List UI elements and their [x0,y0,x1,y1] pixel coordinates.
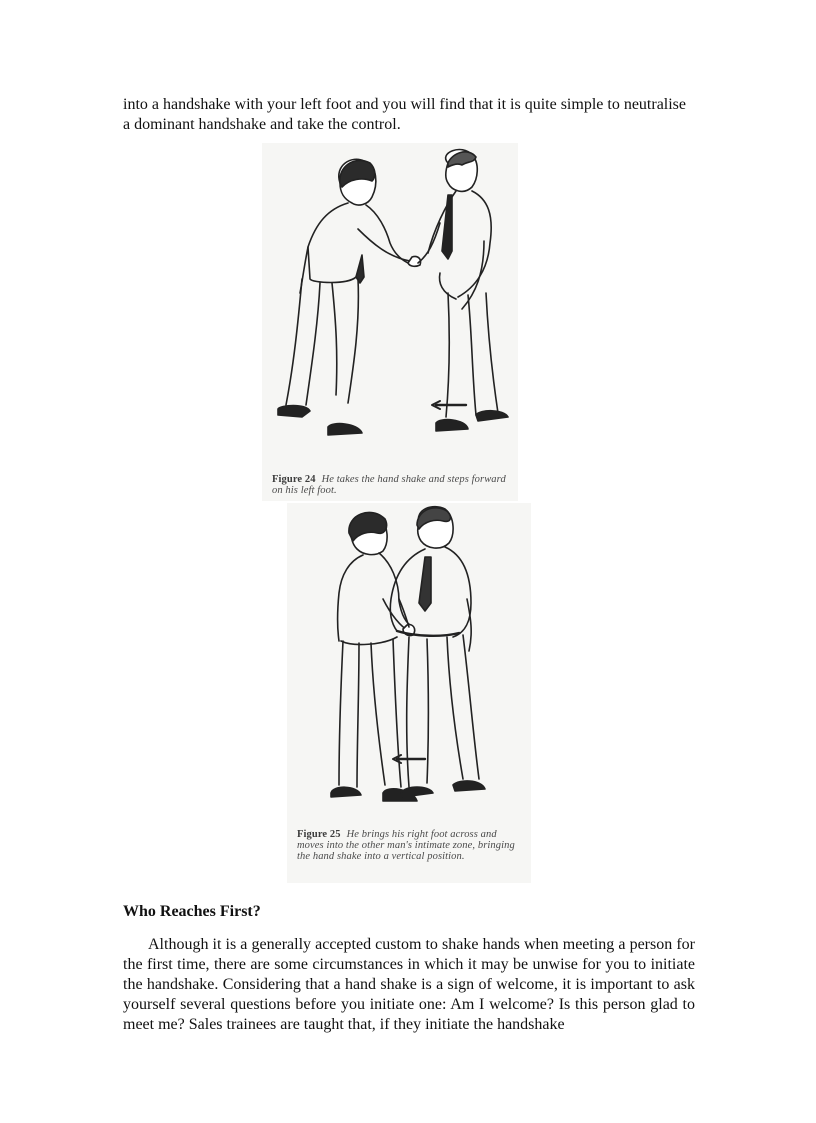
figure-25 [287,503,531,883]
figure-24-number: Figure 24 [272,474,316,485]
figure-24-caption [272,474,512,496]
figure-24-caption-text: He takes the hand shake and steps forward on his left foot. [272,474,506,496]
figure-24 [262,143,518,501]
section-heading: Who Reaches First? [123,903,261,920]
intro-paragraph: into a handshake with your left foot and you will find that it is quite simple to neutralise a dominant handshake and take the control. [123,96,687,133]
section-paragraph: Although it is a generally accepted custom to shake hands when meeting a person for the first time, there are some circumstances in which it may be unwise for you to initiate the handshake. Considering that a hand shake is a sign of welcome, it is important to ask yourself several questions before you initiate one: Am I welcome? Is this person glad to meet me? Sales trainees are taught that, if they initiate the handshake [123,936,695,1033]
figure-24-illustration [262,143,518,473]
figure-25-illustration [287,503,531,823]
figure-25-caption [297,829,525,862]
figure-25-number: Figure 25 [297,829,341,840]
figure-25-caption-text: He brings his right foot across and moves into the other man's intimate zone, bringing the hand shake into a vertical position. [297,829,515,862]
